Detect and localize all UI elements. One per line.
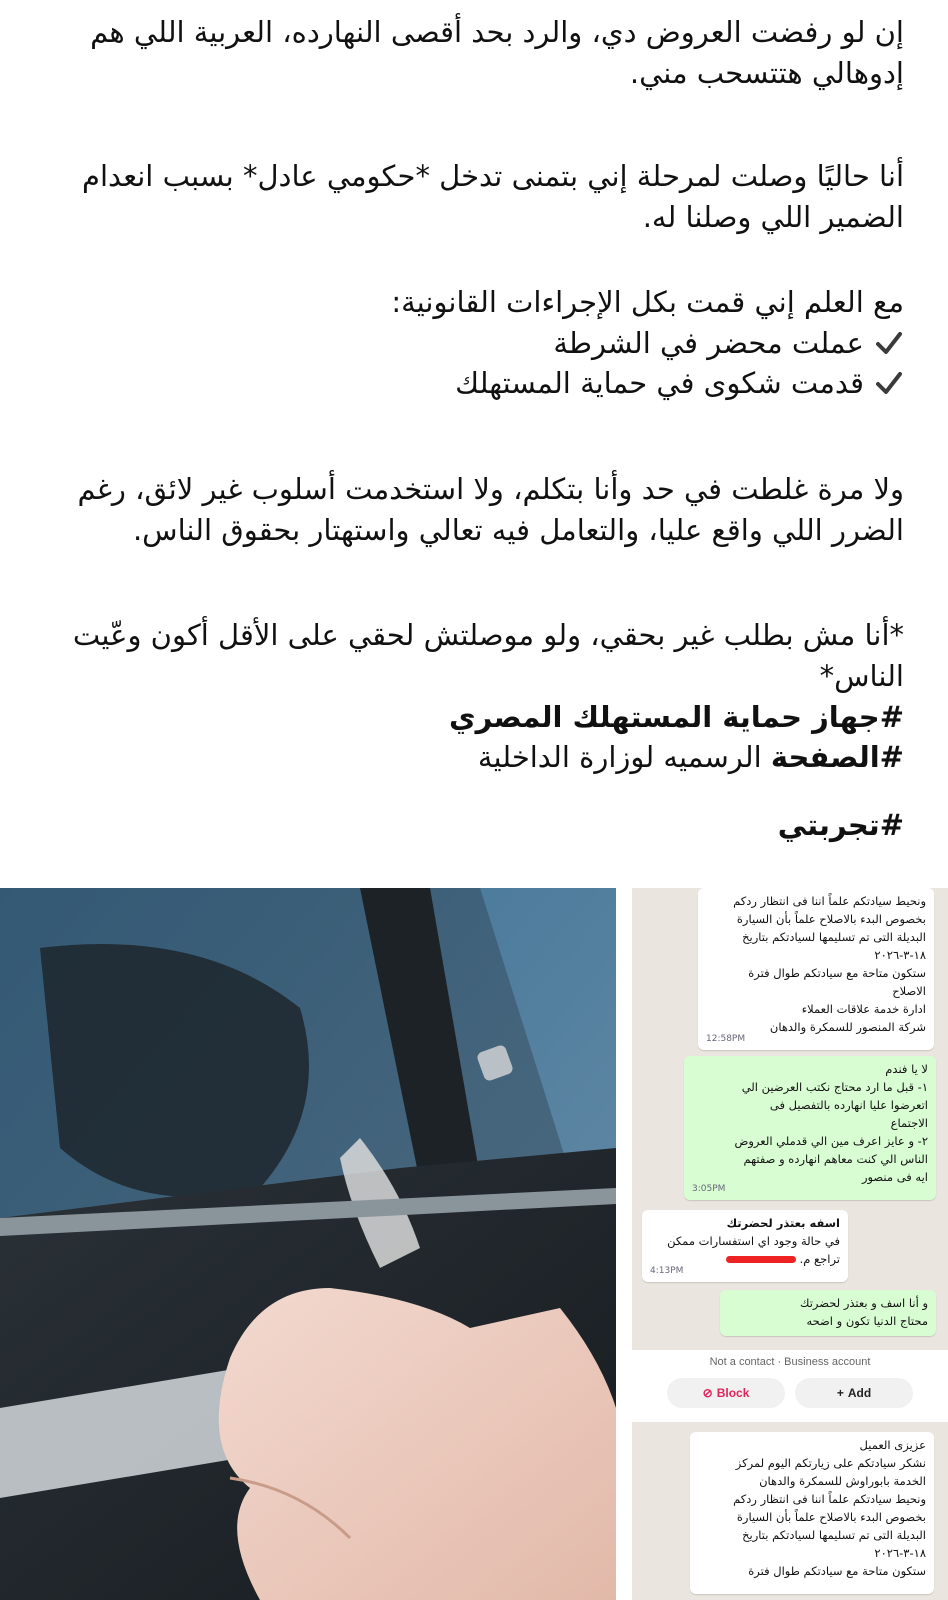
hashtag-interior-ministry[interactable]: #الصفحة الرسميه لوزارة الداخلية (477, 740, 904, 774)
business-notice: Not a contact · Business account (709, 1356, 871, 1368)
checkmark-icon (874, 368, 904, 398)
post-paragraph: *أنا مش بطلب غير بحقي، ولو موصلتش لحقي على الأقل أكون وعّيت الناس* (72, 618, 904, 693)
message-time: 4:13PM (650, 1266, 684, 1276)
chat-message-incoming: عزيزى العميل نشكر سيادتكم على زيارتكم اليوم لمركز الخدمة بابوراوش للسمكرة والدهان ونحيط سيادتكم علماً اننا فى انتظار ردكم بخصوص البدء بالاصلاح علماً بأن السيارة البديلة التى تم تسليمها لسيادتكم بتاريخ ١٨-٣-٢٠٢٦ ستكون متاحة مع سيادتكم طوال فترة (690, 1432, 934, 1594)
post-paragraph: إن لو رفضت العروض دي، والرد بحد أقصى النهارده، العربية اللي هم إدوهالي هتتسحب مني. (90, 15, 904, 90)
post-paragraph: ولا مرة غلطت في حد وأنا بتكلم، ولا استخدمت أسلوب غير لائق، رغم الضرر اللي واقع عليا، والتعامل فيه تعالي واستهتار بحقوق الناس. (77, 472, 904, 547)
whatsapp-chat-screenshot[interactable] (632, 888, 948, 1600)
message-time: 3:05PM (692, 1184, 726, 1194)
message-time: 12:58PM (706, 1034, 746, 1044)
post-paragraph: مع العلم إني قمت بكل الإجراءات القانونية: (391, 285, 904, 319)
hashtag-consumer-protection[interactable]: #جهاز حماية المستهلك المصري (449, 700, 904, 734)
hashtag-my-experience[interactable]: #تجربتي (777, 808, 904, 842)
checklist-item (44, 323, 904, 363)
chat-message-incoming: اسفه بعتذر لحضرتك في حالة وجود اي استفسارات ممكن تراجع م. 4:13PM (642, 1210, 848, 1282)
chat-message-outgoing: لا يا فندم ١- قبل ما ارد محتاج نكتب العرضين الي اتعرضوا عليا انهارده بالتفصيل فى الاجتماع ٢- و عايز اعرف مين الي قدملي العروض الناس الي كنت معاهم انهارده و صفتهم ايه فى منصور 3:05PM (684, 1056, 936, 1200)
post-paragraph: أنا حاليًا وصلت لمرحلة إني بتمنى تدخل *حكومي عادل* بسبب انعدام الضمير اللي وصلنا له. (82, 159, 904, 234)
business-account-bar (632, 1350, 948, 1422)
post-media[interactable] (0, 888, 948, 1600)
add-user-icon: + (836, 1386, 844, 1400)
damaged-car-door-photo[interactable] (0, 888, 616, 1600)
chat-message-outgoing: و أنا اسف و بعتذر لحضرتك محتاج الدنيا تكون و اضحه (720, 1290, 936, 1336)
checkmark-icon (874, 328, 904, 358)
redacted-mark (726, 1256, 796, 1263)
checklist-item (44, 363, 904, 403)
add-contact-button[interactable]: + Add (795, 1378, 913, 1408)
checklist-text: عملت محضر في الشرطة (553, 326, 864, 360)
block-icon: ⊘ (702, 1386, 713, 1400)
chat-message-incoming: ونحيط سيادتكم علماً اننا فى انتظار ردكم بخصوص البدء بالاصلاح علماً بأن السيارة البديلة التى تم تسليمها لسيادتكم بتاريخ ١٨-٣-٢٠٢٦ ستكون متاحة مع سيادتكم طوال فترة الاصلاح ادارة خدمة علاقات العملاء شركة المنصور للسمكرة والدهان 12:58PM (698, 888, 934, 1050)
checklist-text: قدمت شكوى في حماية المستهلك (455, 366, 864, 400)
block-button[interactable]: ⊘ Block (667, 1378, 785, 1408)
